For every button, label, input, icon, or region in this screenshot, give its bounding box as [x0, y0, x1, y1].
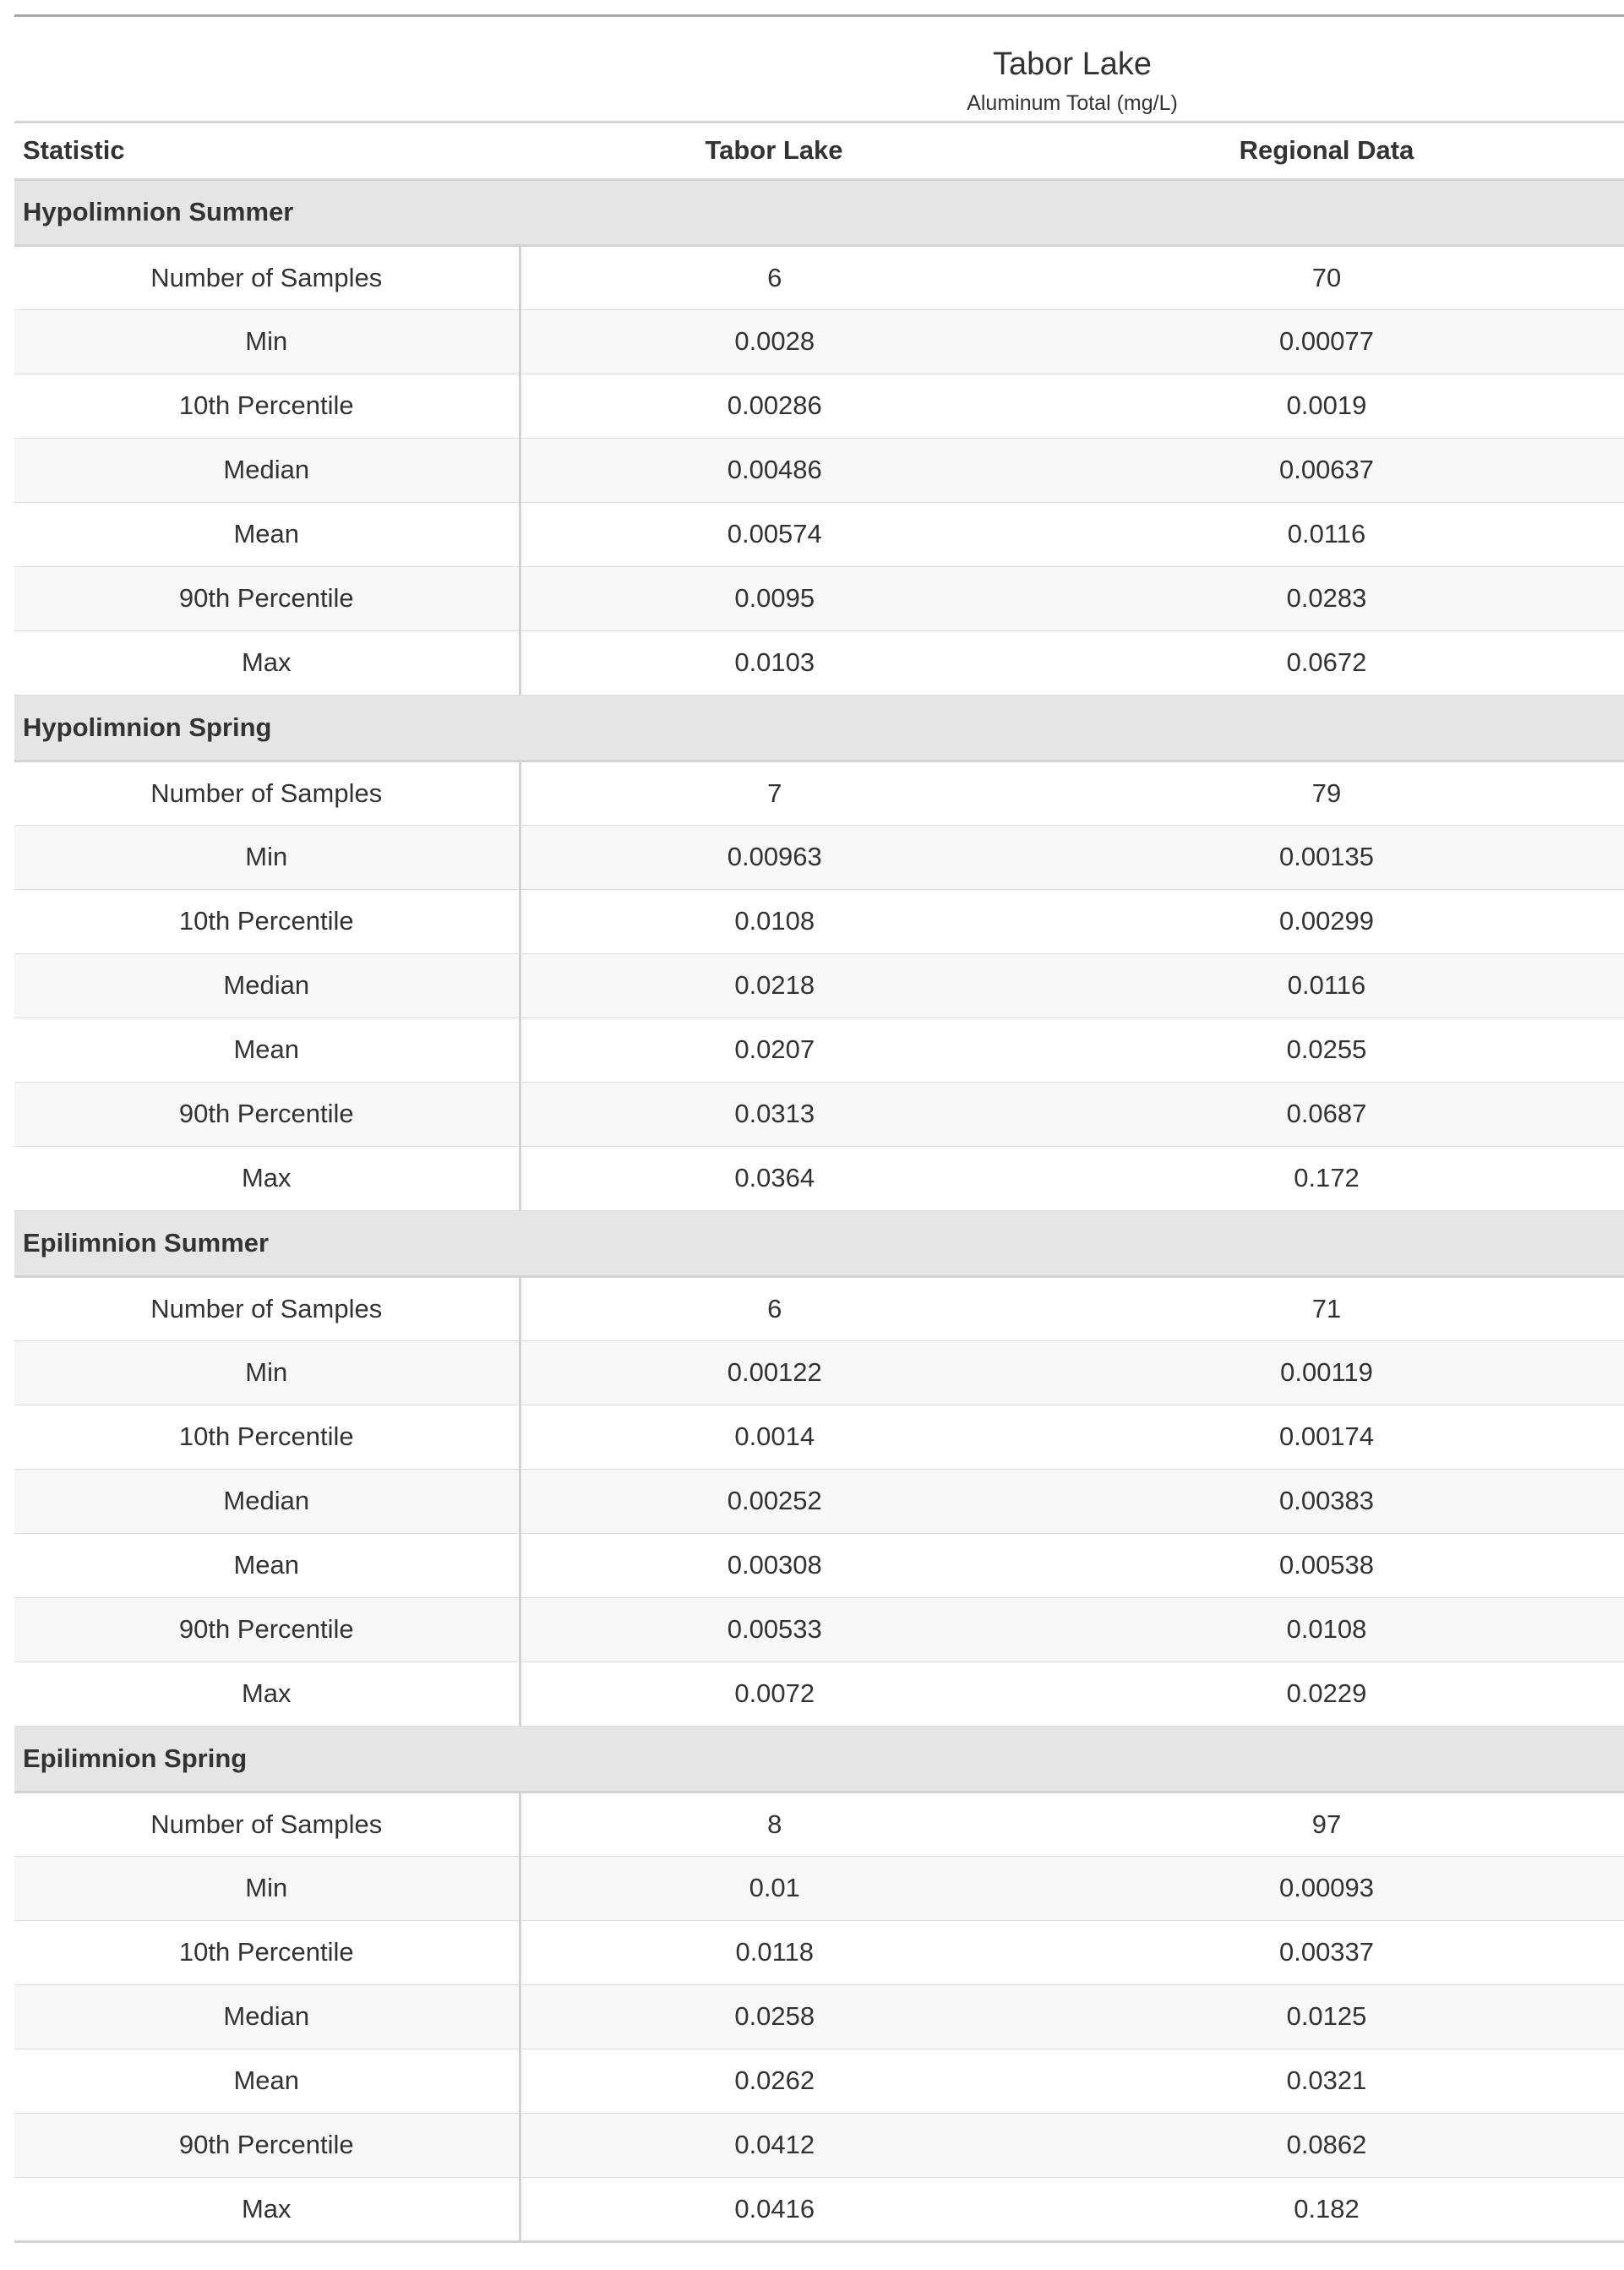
row-lake-value: 0.0072: [520, 1662, 1028, 1726]
row-regional-value: 0.00174: [1028, 1405, 1624, 1469]
row-statistic-label: Mean: [14, 1018, 520, 1082]
table-row: [14, 1856, 1624, 1920]
row-lake-value: 0.0207: [520, 1018, 1028, 1082]
group-header-row: [14, 1210, 1624, 1276]
row-statistic-label: Median: [14, 953, 520, 1018]
table-row: [14, 953, 1624, 1018]
row-regional-value: 0.00337: [1028, 1920, 1624, 1984]
table-row: [14, 1469, 1624, 1533]
row-statistic-label: Min: [14, 1856, 520, 1920]
row-statistic-label: Number of Samples: [14, 761, 520, 825]
row-regional-value: 0.0108: [1028, 1597, 1624, 1662]
row-lake-value: 0.0103: [520, 630, 1028, 695]
row-lake-value: 6: [520, 1276, 1028, 1340]
table-row: [14, 1340, 1624, 1405]
row-regional-value: 0.00119: [1028, 1340, 1624, 1405]
table-row: [14, 889, 1624, 953]
table-row: [14, 566, 1624, 630]
row-statistic-label: Median: [14, 1984, 520, 2049]
row-statistic-label: Max: [14, 630, 520, 695]
row-statistic-label: Max: [14, 2177, 520, 2241]
row-lake-value: 0.0416: [520, 2177, 1028, 2241]
table-row: [14, 1146, 1624, 1210]
row-regional-value: 0.0862: [1028, 2113, 1624, 2177]
row-regional-value: 0.00299: [1028, 889, 1624, 953]
table-row: [14, 1597, 1624, 1662]
row-lake-value: 0.0014: [520, 1405, 1028, 1469]
row-statistic-label: 10th Percentile: [14, 374, 520, 438]
row-lake-value: 0.0218: [520, 953, 1028, 1018]
row-statistic-label: 10th Percentile: [14, 1920, 520, 1984]
row-regional-value: 0.0125: [1028, 1984, 1624, 2049]
row-regional-value: 0.0255: [1028, 1018, 1624, 1082]
row-lake-value: 7: [520, 761, 1028, 825]
table-row: [14, 1018, 1624, 1082]
row-statistic-label: 90th Percentile: [14, 1597, 520, 1662]
row-lake-value: 0.00963: [520, 825, 1028, 889]
row-regional-value: 0.182: [1028, 2177, 1624, 2241]
row-regional-value: 97: [1028, 1792, 1624, 1856]
row-regional-value: 0.00637: [1028, 438, 1624, 502]
row-lake-value: 0.00486: [520, 438, 1028, 502]
row-lake-value: 0.0258: [520, 1984, 1028, 2049]
table-row: [14, 1276, 1624, 1340]
table-row: [14, 1984, 1624, 2049]
row-lake-value: 0.00308: [520, 1533, 1028, 1597]
row-regional-value: 0.172: [1028, 1146, 1624, 1210]
row-regional-value: 0.00538: [1028, 1533, 1624, 1597]
group-label: Hypolimnion Summer: [14, 179, 1624, 245]
table-row: [14, 1662, 1624, 1726]
row-lake-value: 0.00574: [520, 502, 1028, 566]
row-statistic-label: Mean: [14, 1533, 520, 1597]
row-lake-value: 0.0108: [520, 889, 1028, 953]
row-regional-value: 70: [1028, 245, 1624, 309]
table-row: [14, 438, 1624, 502]
group-header-row: [14, 1726, 1624, 1792]
table-row: [14, 1405, 1624, 1469]
row-regional-value: 0.0019: [1028, 374, 1624, 438]
row-statistic-label: Median: [14, 438, 520, 502]
row-statistic-label: Min: [14, 309, 520, 374]
table-row: [14, 2177, 1624, 2241]
row-regional-value: 0.0229: [1028, 1662, 1624, 1726]
row-regional-value: 0.0116: [1028, 502, 1624, 566]
row-lake-value: 8: [520, 1792, 1028, 1856]
row-lake-value: 0.00252: [520, 1469, 1028, 1533]
row-lake-value: 0.0364: [520, 1146, 1028, 1210]
table-row: [14, 1792, 1624, 1856]
table-row: [14, 245, 1624, 309]
column-header-statistic: Statistic: [14, 122, 520, 179]
row-lake-value: 0.0412: [520, 2113, 1028, 2177]
row-lake-value: 0.00122: [520, 1340, 1028, 1405]
table-row: [14, 309, 1624, 374]
statistics-table: [14, 14, 1624, 2243]
group-header-row: [14, 695, 1624, 761]
row-lake-value: 0.0118: [520, 1920, 1028, 1984]
row-statistic-label: 90th Percentile: [14, 2113, 520, 2177]
group-header-row: [14, 179, 1624, 245]
table-body: [14, 179, 1624, 2241]
table-subtitle: Aluminum Total (mg/L): [520, 86, 1624, 122]
table-row: [14, 1082, 1624, 1146]
table-row: [14, 761, 1624, 825]
row-lake-value: 0.0313: [520, 1082, 1028, 1146]
row-statistic-label: Max: [14, 1662, 520, 1726]
table-row: [14, 825, 1624, 889]
row-regional-value: 0.0283: [1028, 566, 1624, 630]
row-lake-value: 0.00286: [520, 374, 1028, 438]
column-header-lake: Tabor Lake: [520, 122, 1028, 179]
row-lake-value: 0.0262: [520, 2049, 1028, 2113]
row-statistic-label: Max: [14, 1146, 520, 1210]
group-label: Epilimnion Spring: [14, 1726, 1624, 1792]
row-statistic-label: Min: [14, 1340, 520, 1405]
table-row: [14, 2113, 1624, 2177]
row-statistic-label: Min: [14, 825, 520, 889]
table-row: [14, 2049, 1624, 2113]
row-statistic-label: 90th Percentile: [14, 1082, 520, 1146]
table-row: [14, 502, 1624, 566]
table-row: [14, 630, 1624, 695]
table-row: [14, 1533, 1624, 1597]
row-lake-value: 0.0095: [520, 566, 1028, 630]
row-lake-value: 0.0028: [520, 309, 1028, 374]
row-regional-value: 0.00135: [1028, 825, 1624, 889]
row-regional-value: 71: [1028, 1276, 1624, 1340]
row-regional-value: 0.0321: [1028, 2049, 1624, 2113]
table-row: [14, 374, 1624, 438]
row-statistic-label: 10th Percentile: [14, 889, 520, 953]
group-label: Hypolimnion Spring: [14, 695, 1624, 761]
row-lake-value: 0.01: [520, 1856, 1028, 1920]
group-label: Epilimnion Summer: [14, 1210, 1624, 1276]
row-regional-value: 0.00077: [1028, 309, 1624, 374]
row-regional-value: 79: [1028, 761, 1624, 825]
row-statistic-label: Mean: [14, 2049, 520, 2113]
row-statistic-label: Number of Samples: [14, 1792, 520, 1856]
row-regional-value: 0.00093: [1028, 1856, 1624, 1920]
row-statistic-label: Median: [14, 1469, 520, 1533]
row-lake-value: 0.00533: [520, 1597, 1028, 1662]
column-header-regional: Regional Data: [1028, 122, 1624, 179]
row-statistic-label: Number of Samples: [14, 245, 520, 309]
table-title: Tabor Lake: [992, 46, 1152, 82]
row-statistic-label: Number of Samples: [14, 1276, 520, 1340]
row-statistic-label: 90th Percentile: [14, 566, 520, 630]
table-row: [14, 1920, 1624, 1984]
row-statistic-label: Mean: [14, 502, 520, 566]
row-regional-value: 0.00383: [1028, 1469, 1624, 1533]
row-regional-value: 0.0116: [1028, 953, 1624, 1018]
row-statistic-label: 10th Percentile: [14, 1405, 520, 1469]
row-regional-value: 0.0687: [1028, 1082, 1624, 1146]
row-regional-value: 0.0672: [1028, 630, 1624, 695]
summary-table-container: [14, 14, 1624, 2243]
row-lake-value: 6: [520, 245, 1028, 309]
